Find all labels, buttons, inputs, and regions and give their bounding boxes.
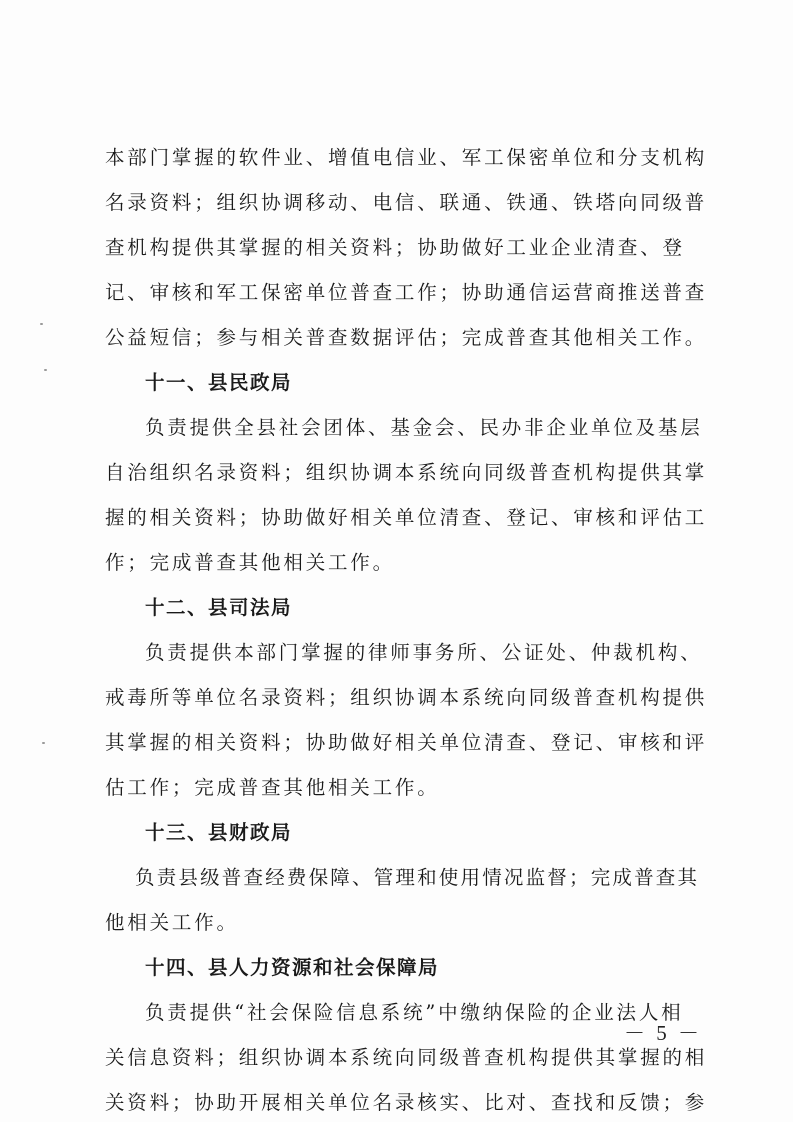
paragraph-line: 查机构提供其掌握的相关资料；协助做好工业企业清查、登 — [105, 236, 685, 259]
paragraph-line: 自治组织名录资料；组织协调本系统向同级普查机构提供其掌 — [105, 461, 708, 484]
paragraph-line: 公益短信；参与相关普查数据评估；完成普查其他相关工作。 — [105, 326, 708, 349]
section-heading: 十二、县司法局 — [145, 596, 293, 619]
paragraph-line: 握的相关资料；协助做好相关单位清查、登记、审核和评估工 — [105, 506, 708, 529]
page-number: － 5 － — [624, 1021, 702, 1045]
scan-speck — [40, 323, 43, 325]
paragraph-line: 负责提供“社会保险信息系统”中缴纳保险的企业法人相 — [145, 1001, 684, 1024]
paragraph-line: 负责提供全县社会团体、基金会、民办非企业单位及基层 — [145, 416, 703, 439]
scan-speck — [42, 742, 45, 744]
scan-speck — [44, 369, 47, 371]
paragraph-line: 作；完成普查其他相关工作。 — [105, 551, 395, 574]
paragraph-line: 名录资料；组织协调移动、电信、联通、铁通、铁塔向同级普 — [105, 191, 708, 214]
paragraph-line: 戒毒所等单位名录资料；组织协调本系统向同级普查机构提供 — [105, 686, 708, 709]
section-heading: 十一、县民政局 — [145, 371, 293, 394]
paragraph-line: 关资料；协助开展相关单位名录核实、比对、查找和反馈；参 — [105, 1091, 708, 1114]
paragraph-line: 他相关工作。 — [105, 911, 239, 934]
section-heading: 十三、县财政局 — [145, 821, 293, 844]
paragraph-line: 估工作；完成普查其他相关工作。 — [105, 776, 440, 799]
paragraph-line: 本部门掌握的软件业、增值电信业、军工保密单位和分支机构 — [105, 146, 708, 169]
paragraph-line: 记、审核和军工保密单位普查工作；协助通信运营商推送普查 — [105, 281, 708, 304]
paragraph-line: 其掌握的相关资料；协助做好相关单位清查、登记、审核和评 — [105, 731, 708, 754]
section-heading: 十四、县人力资源和社会保障局 — [145, 956, 440, 979]
paragraph-line: 关信息资料；组织协调本系统向同级普查机构提供其掌握的相 — [105, 1046, 708, 1069]
paragraph-line: 负责提供本部门掌握的律师事务所、公证处、仲裁机构、 — [145, 641, 703, 664]
paragraph-line: 负责县级普查经费保障、管理和使用情况监督；完成普查其 — [135, 866, 700, 889]
